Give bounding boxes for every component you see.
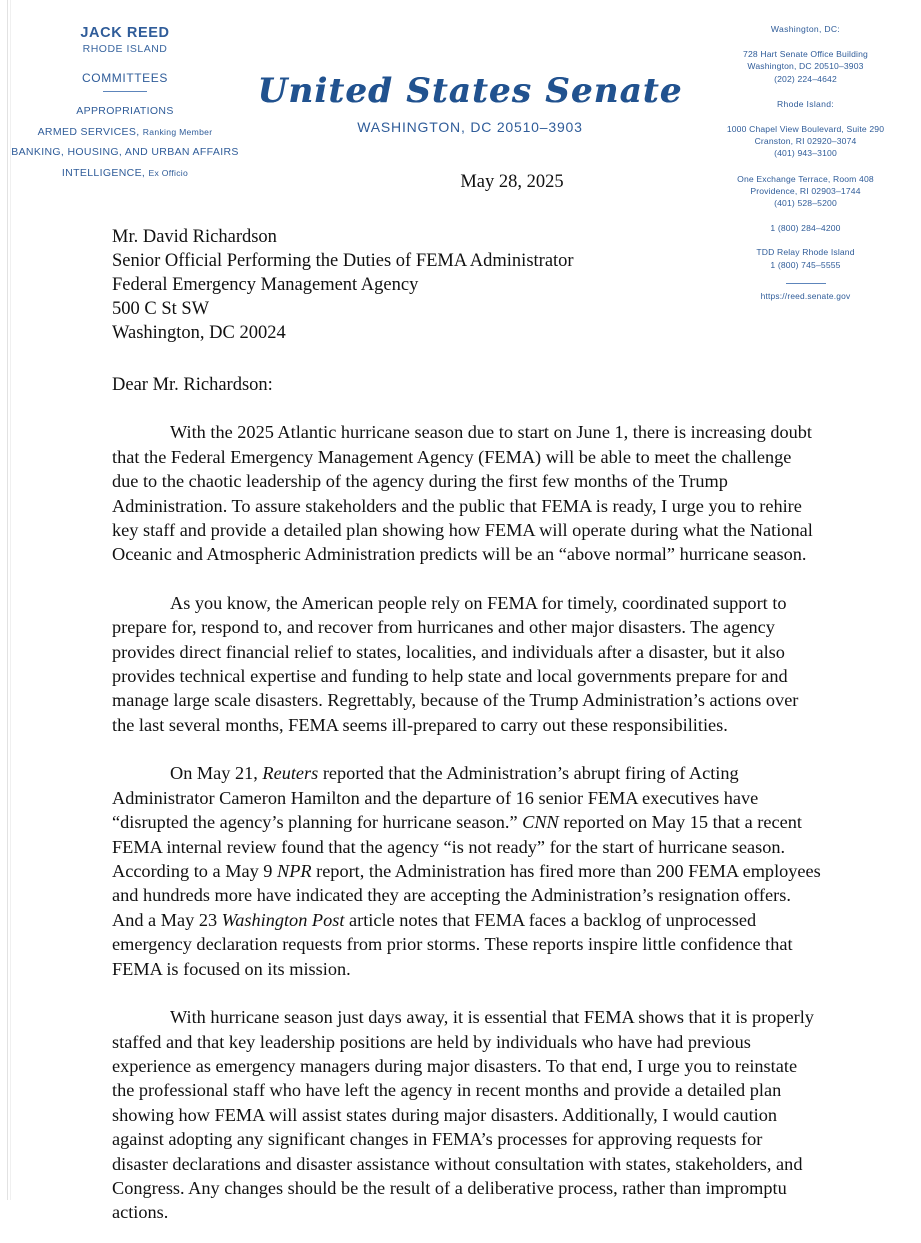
phone-number: (401) 943–3100 <box>774 148 837 159</box>
committee-item-banking <box>0 142 250 162</box>
committee-name: INTELLIGENCE, <box>61 166 146 179</box>
phone-number: (202) 224–4642 <box>774 73 837 84</box>
recipient-address-block <box>112 225 822 345</box>
recipient-title: Senior Official Performing the Duties of FEMA Administrator <box>112 251 574 272</box>
citation-npr: NPR <box>277 860 312 881</box>
dc-office-heading: Washington, DC: <box>770 24 841 34</box>
address-line: Washington, DC 20510–3903 <box>747 61 864 72</box>
senate-wordmark: United States Senate <box>257 71 683 111</box>
address-line: 1000 Chapel View Boulevard, Suite 290 <box>726 124 885 135</box>
salutation: Dear Mr. Richardson: <box>112 375 273 396</box>
committee-role: Ex Officio <box>148 167 189 178</box>
citation-cnn: CNN <box>522 812 559 833</box>
citation-reuters: Reuters <box>262 763 319 784</box>
body-paragraph-3 <box>112 761 822 981</box>
body-paragraph-4: With hurricane season just days away, it is essential that FEMA shows that it is properly staffed and that key leadership positions are held by individuals who have had previous experience as emergency managers during major disasters. To that end, I urge you to reinstate the professional staff who have left the agency in recent months and provide a detailed plan showing how FEMA will assist states during major disasters. Additionally, I would caution against adopting any significant changes in FEMA’s processes for approving requests for disaster declarations and disaster assistance without consultation with states, stakeholders, and Congress. Any changes should be the result of a deliberative process, rather than impromptu actions. <box>112 1007 814 1223</box>
recipient-name: Mr. David Richardson <box>112 227 277 247</box>
committee-item-armed-services <box>0 122 250 142</box>
paragraph-segment: On May 21, <box>170 763 263 784</box>
ri-office-heading: Rhode Island: <box>777 98 834 109</box>
committee-name: BANKING, HOUSING, AND URBAN AFFAIRS <box>11 146 239 159</box>
letter-date: May 28, 2025 <box>460 172 564 192</box>
senator-name: JACK REED <box>80 25 170 41</box>
address-line: Cranston, RI 02920–3074 <box>754 136 857 147</box>
body-paragraph-2: As you know, the American people rely on FEMA for timely, coordinated support to prepare for, respond to, and recover from hurricanes and other major disasters. The agency provides direct financial relief to states, localities, and individuals after a disaster, but it also provides technical expertise and funding to help state and local governments prepare for and manage large scale disasters. Regrettably, because of the Trump Administration’s actions over the last several months, FEMA seems ill-prepared to carry out these responsibilities. <box>112 592 799 735</box>
paragraph-segment: article notes that FEMA faces a backlog of unprocessed emergency declaration requests from prior storms. These reports inspire little confidence that FEMA is focused on its mission. <box>112 909 793 979</box>
body-paragraph-1: With the 2025 Atlantic hurricane season due to start on June 1, there is increasing doubt that the Federal Emergency Management Agency (FEMA) will be able to meet the challenge due to the chaotic leadership of the agency during the first few months of the Trump Administration. To assure stakeholders and the public that FEMA is ready, I urge you to rehire key staff and provide a detailed plan showing how FEMA will operate during what the National Oceanic and Atmospheric Administration predicts will be an “above normal” hurricane season. <box>112 422 813 565</box>
recipient-agency: Federal Emergency Management Agency <box>112 275 419 296</box>
committee-item-appropriations <box>0 101 250 121</box>
paragraph-segment: report, the Administration has fired more than 200 FEMA employees and hundreds more have indicated they are accepting the Administration’s resignation offers. And a May 23 <box>112 860 821 930</box>
recipient-city-state-zip: Washington, DC 20024 <box>112 323 286 344</box>
senate-subtitle: WASHINGTON, DC 20510–3903 <box>357 118 583 135</box>
ri-office-heading-wrap <box>690 98 921 110</box>
address-line: One Exchange Terrace, Room 408 <box>737 173 874 184</box>
committee-role: Ranking Member <box>142 126 213 137</box>
committees-divider <box>103 91 147 92</box>
citation-washington-post: Washington Post <box>221 909 345 930</box>
tdd-relay-number: 1 (800) 745–5555 <box>770 259 841 270</box>
dc-office-address <box>690 48 921 85</box>
committee-name: APPROPRIATIONS <box>76 105 174 118</box>
recipient-street: 500 C St SW <box>112 299 210 320</box>
committees-heading: COMMITTEES <box>82 71 168 86</box>
website-url[interactable]: https://reed.senate.gov <box>760 290 851 301</box>
address-line: 728 Hart Senate Office Building <box>743 49 868 60</box>
phone-number: (401) 528–5200 <box>774 198 837 209</box>
senator-state: RHODE ISLAND <box>82 43 168 56</box>
address-line: Providence, RI 02903–1744 <box>750 185 861 196</box>
paragraph-segment: reported that the Administration’s abrupt firing of Acting Administrator Cameron Hamilton and the departure of 16 senior FEMA executives have “disrupted the agency’s planning for hurricane season.” <box>112 763 759 833</box>
toll-free-number: 1 (800) 284–4200 <box>770 223 841 234</box>
paragraph-segment: reported on May 15 that a recent FEMA internal review found that the agency “is not ready” for the start of hurricane season. According to a May 9 <box>112 812 802 881</box>
tdd-relay-label: TDD Relay Rhode Island <box>756 247 855 258</box>
cranston-office-address <box>690 123 921 160</box>
committee-name: ARMED SERVICES, <box>37 125 140 138</box>
letter-body <box>112 172 822 1243</box>
letterhead-left-block <box>0 24 250 183</box>
letterhead-center-block <box>250 71 690 135</box>
